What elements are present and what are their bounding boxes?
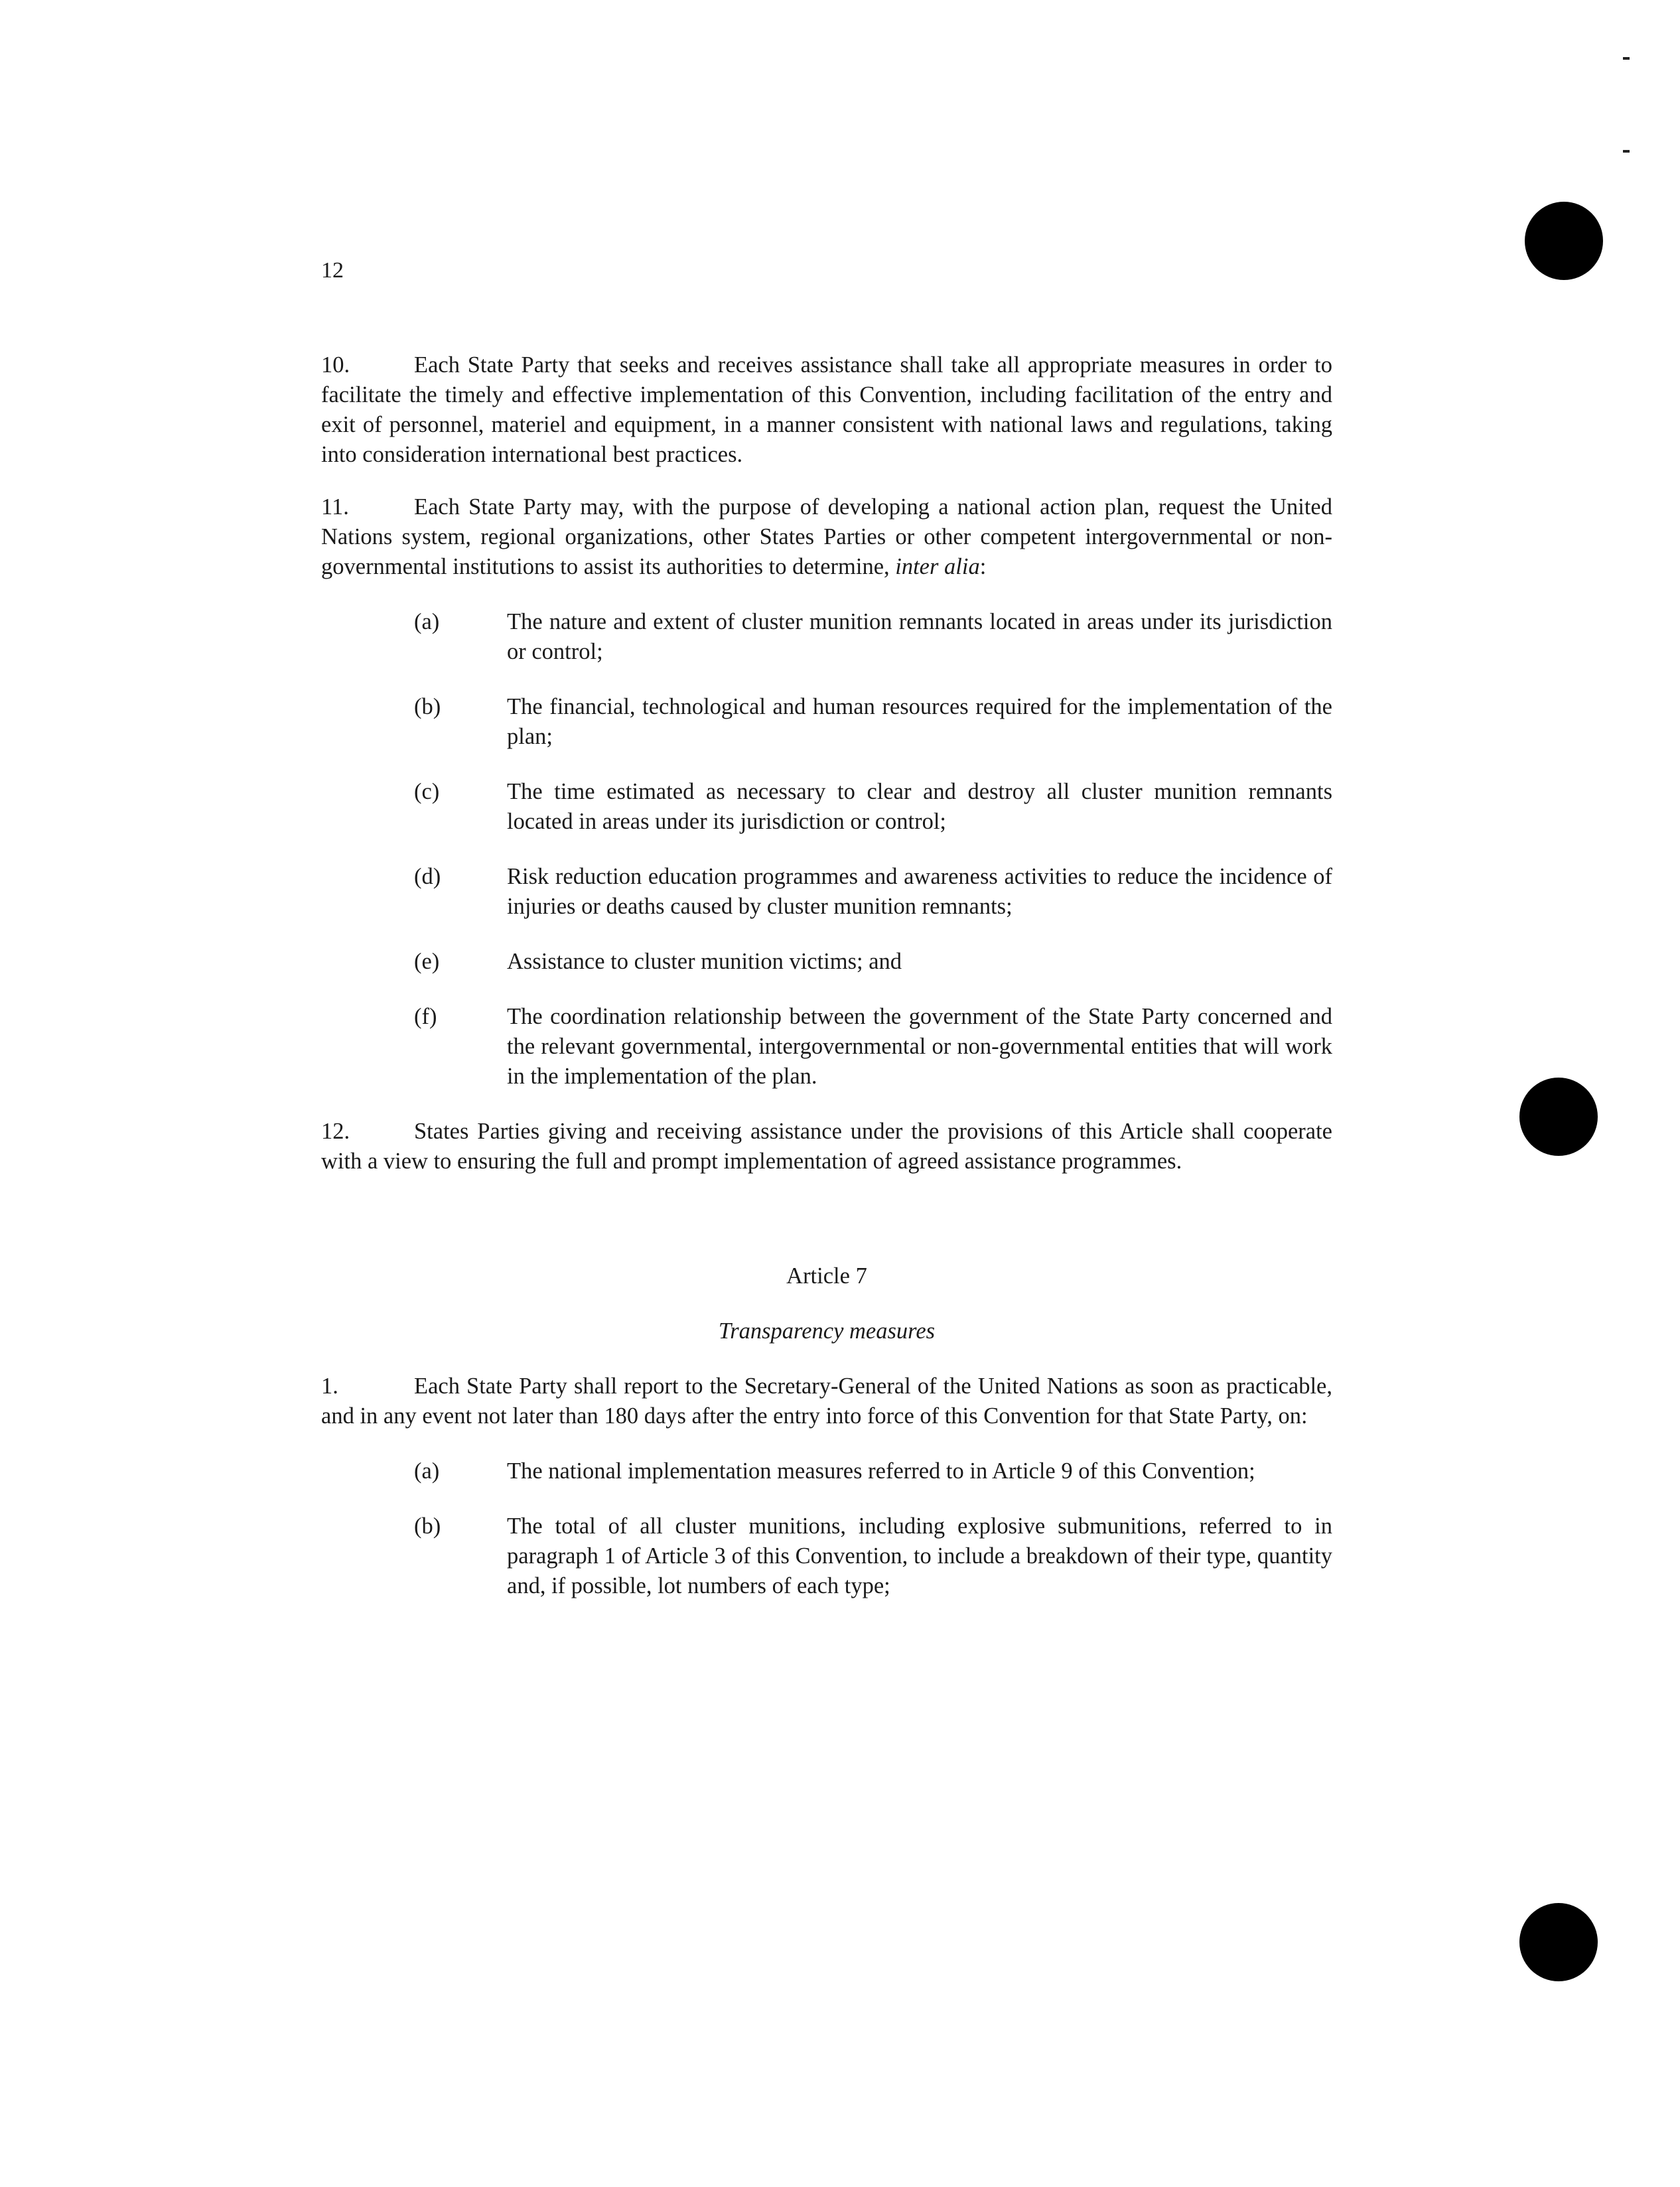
list-item-label: (b) — [414, 1514, 441, 1539]
paragraph-text: Each State Party that seeks and receives assistance shall take all appropriate measures in order to facilitate the timely and effective implementation of this Convention, including facilitation of the entry and exit of personnel, materiel and equipment, in a manner consistent with national laws and regulations, taking into consideration international best practices. — [321, 352, 1332, 467]
page-number: 12 — [321, 258, 344, 283]
list-item-label: (b) — [414, 694, 441, 719]
list-item-text: Assistance to cluster munition victims; and — [507, 949, 902, 974]
punch-hole-bottom — [1519, 1903, 1598, 1981]
list-item-text: The coordination relationship between the government of the State Party concerned and the relevant governmental, intergovernmental or non-governmental entities that will work in the implementation of the plan. — [507, 1004, 1332, 1089]
list-item — [414, 692, 1332, 752]
list-item-label: (e) — [414, 949, 440, 974]
paragraph-12 — [321, 1117, 1332, 1176]
punch-hole-top — [1525, 202, 1603, 280]
edge-mark-top — [1623, 57, 1630, 60]
list-item — [414, 1512, 1332, 1601]
paragraph-text: States Parties giving and receiving assistance under the provisions of this Article shall cooperate with a view to ensuring the full and prompt implementation of agreed assistance programmes. — [321, 1119, 1332, 1174]
list-item-text: The national implementation measures referred to in Article 9 of this Convention; — [507, 1458, 1255, 1484]
list-item-label: (a) — [414, 1458, 440, 1484]
paragraph-number: 12. — [321, 1119, 350, 1144]
paragraph-text: Each State Party shall report to the Secretary-General of the United Nations as soon as practicable, and in any event not later than 180 days after the entry into force of this Convention for that State Party, on: — [321, 1374, 1332, 1429]
list-item — [414, 1002, 1332, 1092]
list-item-text: Risk reduction education programmes and awareness activities to reduce the incidence of injuries or deaths caused by cluster munition remnants; — [507, 864, 1332, 919]
list-item — [414, 607, 1332, 667]
list-item-text: The total of all cluster munitions, including explosive submunitions, referred to in paragraph 1 of Article 3 of this Convention, to include a breakdown of their type, quantity and, if possible, lot numbers of each type; — [507, 1514, 1332, 1598]
punch-hole-middle — [1519, 1078, 1598, 1156]
article-7-paragraph-1 — [321, 1372, 1332, 1431]
paragraph-10 — [321, 350, 1332, 470]
list-item — [414, 862, 1332, 922]
italic-phrase: inter alia — [895, 554, 980, 579]
list-item-label: (c) — [414, 779, 440, 804]
paragraph-text: Each State Party may, with the purpose of developing a national action plan, request the United Nations system, regional organizations, other States Parties or other competent intergovernmental or non-governmental institutions to assist its authorities to determine, — [321, 494, 1332, 579]
list-item-text: The time estimated as necessary to clear and destroy all cluster munition remnants located in areas under its jurisdiction or control; — [507, 779, 1332, 834]
list-item — [414, 1456, 1332, 1486]
paragraph-11-list — [321, 607, 1332, 1092]
edge-mark-second — [1623, 150, 1630, 153]
paragraph-number: 10. — [321, 352, 350, 378]
document-body — [321, 350, 1332, 1601]
list-item-text: The nature and extent of cluster munition remnants located in areas under its jurisdiction or control; — [507, 609, 1332, 664]
list-item — [414, 777, 1332, 837]
punctuation: : — [979, 554, 987, 579]
paragraph-number: 1. — [321, 1374, 338, 1399]
list-item-label: (d) — [414, 864, 441, 889]
article-7-paragraph-1-list — [321, 1456, 1332, 1601]
list-item-text: The financial, technological and human resources required for the implementation of the plan; — [507, 694, 1332, 749]
list-item-label: (a) — [414, 609, 440, 634]
list-item-label: (f) — [414, 1004, 437, 1029]
article-subtitle: Transparency measures — [718, 1318, 936, 1344]
paragraph-number: 11. — [321, 494, 349, 520]
paragraph-11 — [321, 492, 1332, 582]
list-item — [414, 947, 1332, 977]
article-title: Article 7 — [786, 1263, 867, 1289]
